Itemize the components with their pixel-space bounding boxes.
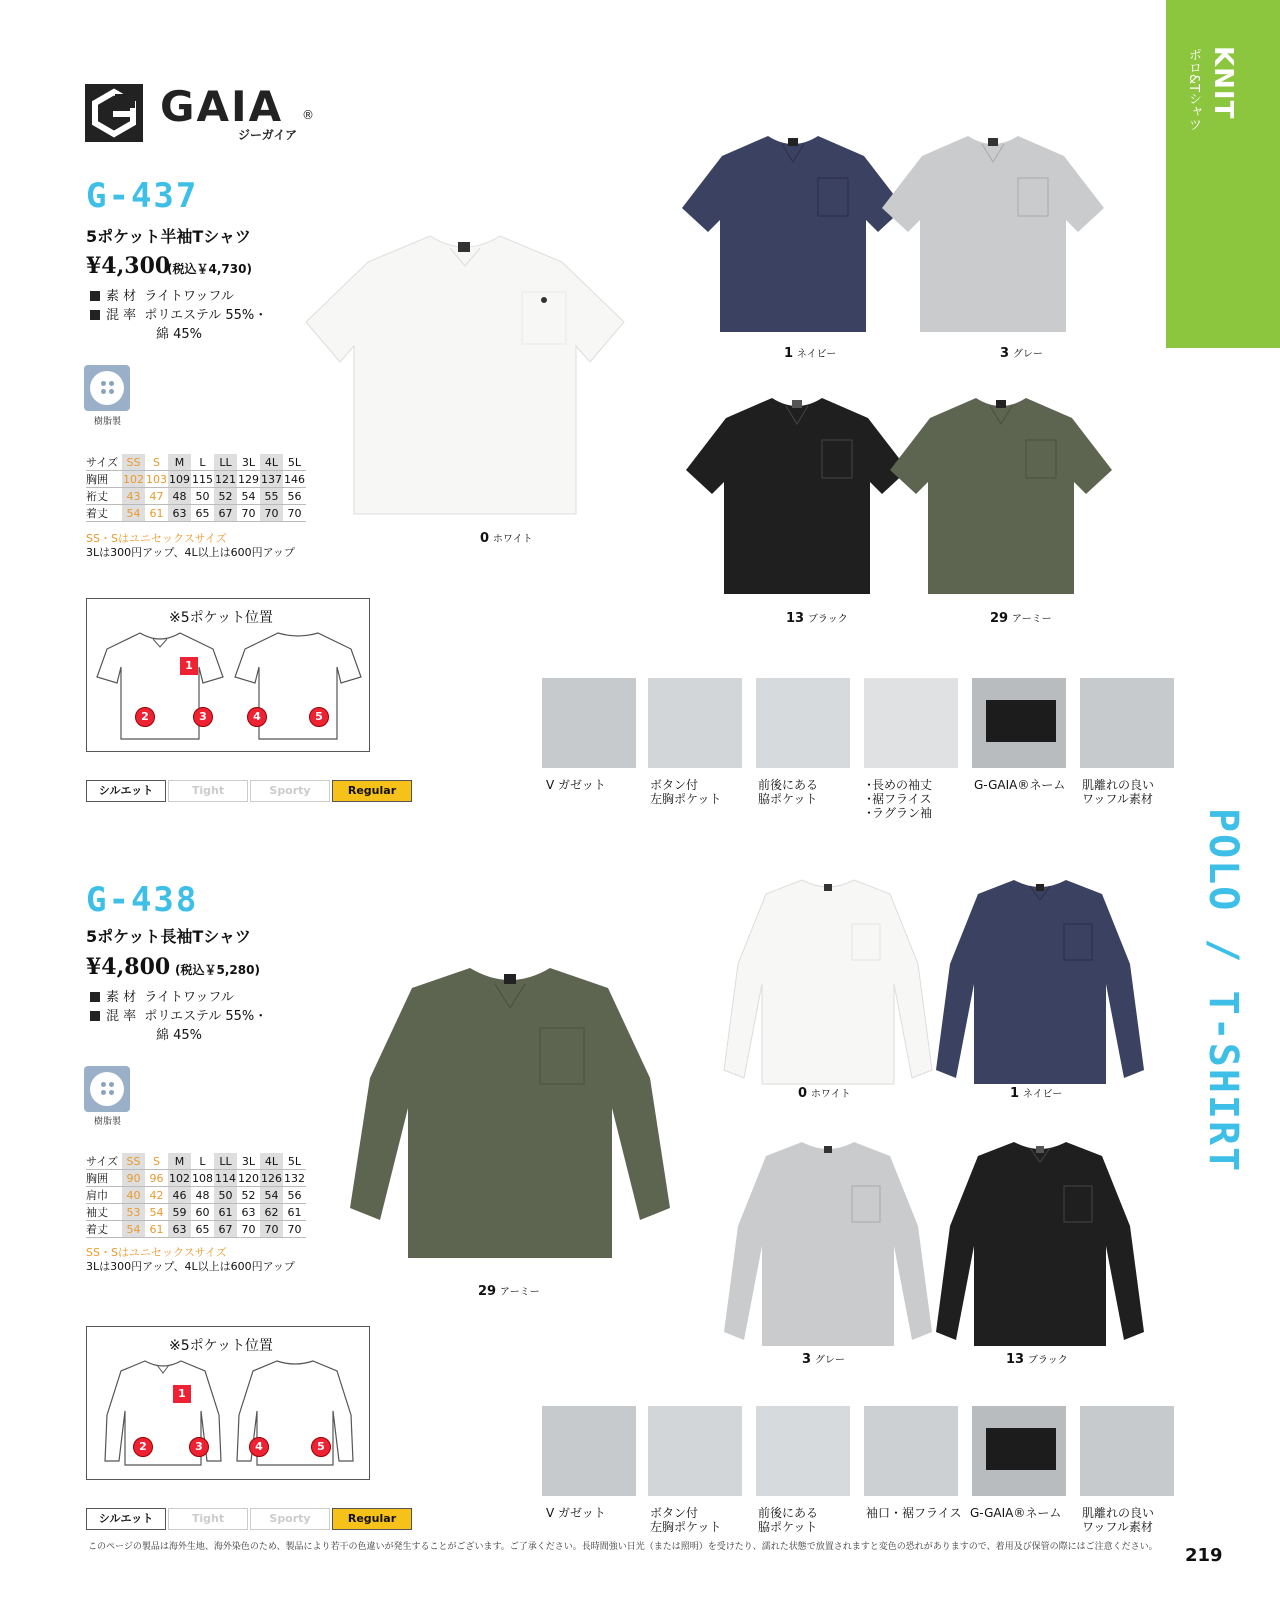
color-caption-black-2: 13 ブラック <box>1006 1352 1068 1367</box>
detail-caption-2-b: ボタン付 左胸ポケット <box>650 1506 722 1534</box>
product-name: 5ポケット半袖Tシャツ <box>86 227 251 246</box>
detail-photo-gusset <box>542 678 636 768</box>
color-caption-white-2: 0 ホワイト <box>798 1086 851 1101</box>
main-color-caption: 0 ホワイト <box>480 531 533 546</box>
color-photo-army <box>886 390 1116 600</box>
product-price: ¥4,300 <box>86 253 171 279</box>
detail-photo-name-label <box>972 678 1066 768</box>
color-caption-grey-2: 3 グレー <box>802 1352 845 1367</box>
silhouette-sporty: Sporty <box>250 780 330 802</box>
color-photo-navy-2 <box>930 874 1150 1094</box>
pocket-number-1-b: 1 <box>173 1385 191 1403</box>
main-product-photo-2 <box>340 958 680 1278</box>
button-caption-2: 樹脂製 <box>94 1117 122 1127</box>
brand-kana: ジーガイア <box>238 128 298 142</box>
product-name-2: 5ポケット長袖Tシャツ <box>86 927 251 946</box>
detail-photo-waffle-2 <box>1080 1406 1174 1496</box>
silhouette-tight: Tight <box>168 780 248 802</box>
detail-photo-waffle <box>1080 678 1174 768</box>
product-price-2: ¥4,800 <box>86 954 171 980</box>
detail-caption-1: V ガゼット <box>546 778 606 792</box>
detail-caption-6-b: 肌離れの良い ワッフル素材 <box>1082 1506 1155 1534</box>
detail-caption-5-b: G-GAIA®ネーム <box>970 1506 1062 1520</box>
detail-photo-side-pocket-2 <box>756 1406 850 1496</box>
tee-back-outline <box>233 627 363 747</box>
detail-photo-gusset-2 <box>542 1406 636 1496</box>
detail-caption-1-b: V ガゼット <box>546 1506 606 1520</box>
color-photo-white-2 <box>718 874 938 1094</box>
silhouette-label: シルエット <box>86 780 166 802</box>
detail-photo-model <box>864 678 958 768</box>
silhouette-sporty-2: Sporty <box>250 1508 330 1530</box>
detail-caption-3-b: 前後にある 脇ポケット <box>758 1506 819 1534</box>
resin-button-icon <box>84 365 130 411</box>
detail-photo-side-pocket <box>756 678 850 768</box>
pocket-diagram-title: ※5ポケット位置 <box>169 610 273 626</box>
pocket-number-5: 5 <box>309 707 329 727</box>
silhouette-label-2: シルエット <box>86 1508 166 1530</box>
detail-caption-4-b: 袖口・裾フライス <box>866 1506 962 1520</box>
section-vertical-title: POLO / T-SHIRT <box>1200 808 1246 1174</box>
color-caption-black: 13 ブラック <box>786 611 848 626</box>
resin-button-icon-2 <box>84 1066 130 1112</box>
category-subtitle: ポロ&Tシャツ <box>1186 48 1201 132</box>
pocket-position-diagram-2 <box>86 1326 370 1480</box>
color-photo-navy <box>678 128 908 338</box>
color-caption-grey: 3 グレー <box>1000 346 1043 361</box>
pocket-number-2: 2 <box>135 707 155 727</box>
detail-caption-6: 肌離れの良い ワッフル素材 <box>1082 778 1155 806</box>
gaia-logo-mark-icon <box>85 84 143 142</box>
pocket-number-4: 4 <box>247 707 267 727</box>
detail-photo-name-label-2 <box>972 1406 1066 1496</box>
longsleeve-back-outline <box>233 1355 357 1475</box>
size-table: サイズ SS S M L LL 3L 4L 5L 胸囲 102 103 109 115 121 129 137 146 裄丈 43 47 48 50 52 54 55 56 着丈 54 61 63 65 67 70 70 70 <box>86 455 305 520</box>
product-code-2: G-438 <box>86 880 199 920</box>
silhouette-tight-2: Tight <box>168 1508 248 1530</box>
detail-caption-4: ･長めの袖丈 ･裾フライス ･ラグラン袖 <box>866 778 933 820</box>
page-number: 219 <box>1185 1545 1223 1566</box>
silhouette-bar-2 <box>86 1508 412 1530</box>
product-price-tax-2: (税込￥5,280) <box>175 963 260 977</box>
product-spec-2: 素 材 ライトワッフル 混 率 ポリエステル 55%・ 綿 45% <box>90 988 267 1045</box>
detail-photo-chest-pocket <box>648 678 742 768</box>
color-photo-grey-2 <box>718 1136 938 1356</box>
color-photo-black-2 <box>930 1136 1150 1356</box>
pocket-diagram-title-2: ※5ポケット位置 <box>169 1338 273 1354</box>
color-caption-army: 29 アーミー <box>990 611 1052 626</box>
silhouette-regular: Regular <box>332 780 412 802</box>
detail-caption-5: G-GAIA®ネーム <box>974 778 1066 792</box>
brand-logo-word: GAIA <box>160 82 284 131</box>
price-note: 3Lは300円アップ、4L以上は600円アップ <box>86 546 295 559</box>
product-code: G-437 <box>86 176 199 216</box>
color-caption-navy-2: 1 ネイビー <box>1010 1086 1063 1101</box>
detail-caption-3: 前後にある 脇ポケット <box>758 778 819 806</box>
button-caption: 樹脂製 <box>94 417 122 427</box>
size-table-2: サイズ SS S M L LL 3L 4L 5L 胸囲 90 96 102 108 114 120 126 132 肩巾 40 42 46 48 50 52 54 56 袖丈 53 54 59 60 61 63 62 61 着丈 54 61 63 65 67 70 70 70 <box>86 1154 305 1236</box>
unisex-note-2: SS・Sはユニセックスサイズ <box>86 1246 227 1259</box>
unisex-note: SS・Sはユニセックスサイズ <box>86 532 227 545</box>
category-title: KNIT <box>1208 46 1238 120</box>
main-color-caption-2: 29 アーミー <box>478 1284 540 1299</box>
pocket-number-4-b: 4 <box>249 1437 269 1457</box>
registered-mark: ® <box>302 108 314 122</box>
detail-photo-cuff-2 <box>864 1406 958 1496</box>
color-photo-black <box>682 390 912 600</box>
footer-disclaimer: このページの製品は海外生地、海外染色のため、製品により若干の色違いが発生することがございます。ご了承ください。長時間強い日光（または照明）を受けたり、濡れた状態で放置されますと変色の恐れがありますので、着用及び保管の際にはご注意ください。 <box>88 1542 1158 1552</box>
category-tab <box>1166 0 1280 348</box>
longsleeve-front-outline <box>101 1355 225 1475</box>
pocket-number-1: 1 <box>180 657 198 675</box>
product-price-tax: (税込￥4,730) <box>167 262 252 276</box>
pocket-number-3: 3 <box>193 707 213 727</box>
detail-caption-2: ボタン付 左胸ポケット <box>650 778 722 806</box>
color-caption-navy: 1 ネイビー <box>784 346 837 361</box>
detail-photo-chest-pocket-2 <box>648 1406 742 1496</box>
silhouette-regular-2: Regular <box>332 1508 412 1530</box>
tee-front-outline <box>95 627 225 747</box>
product-spec: 素 材 ライトワッフル 混 率 ポリエステル 55%・ 綿 45% <box>90 287 267 344</box>
pocket-number-5-b: 5 <box>311 1437 331 1457</box>
silhouette-bar <box>86 780 412 802</box>
color-photo-grey <box>878 128 1108 338</box>
pocket-position-diagram <box>86 598 370 752</box>
price-note-2: 3Lは300円アップ、4L以上は600円アップ <box>86 1260 295 1273</box>
pocket-number-3-b: 3 <box>189 1437 209 1457</box>
pocket-number-2-b: 2 <box>133 1437 153 1457</box>
main-product-photo <box>300 222 630 522</box>
